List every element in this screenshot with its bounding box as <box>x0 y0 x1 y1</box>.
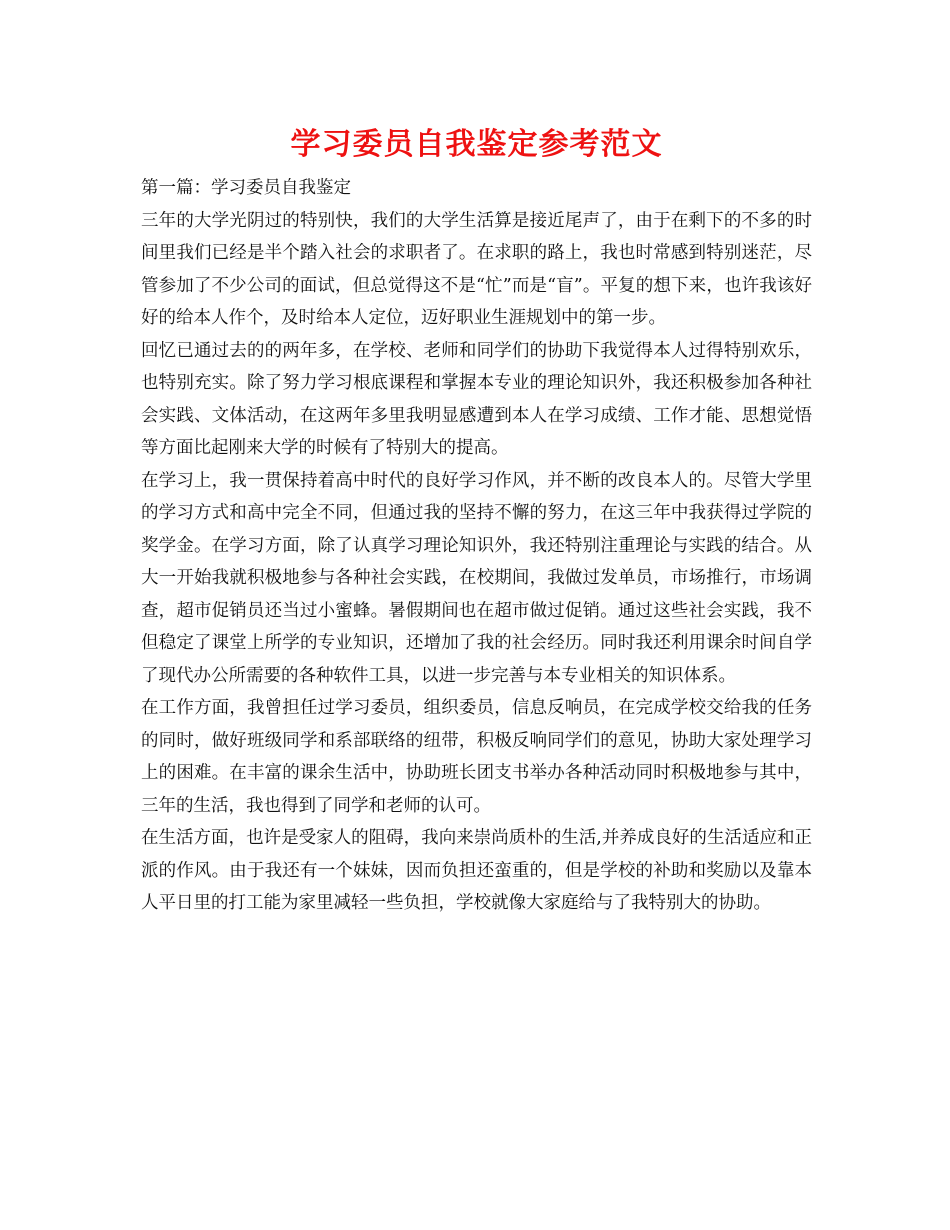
section-heading: 第一篇：学习委员自我鉴定 <box>141 178 351 198</box>
paragraph-review: 回忆已通过去的的两年多，在学校、老师和同学们的协助下我觉得本人过得特别欢乐，也特别充实。除了努力学习根底课程和掌握本专业的理论知识外，我还积极参加各种社会实践、文体活动，在这两年多里我明显感遭到本人在学习成绩、工作才能、思想觉悟等方面比起刚来大学的时候有了特别大的提高。 <box>141 340 812 458</box>
document-title: 学习委员自我鉴定参考范文 <box>290 127 663 162</box>
paragraph-intro: 三年的大学光阴过的特别快，我们的大学生活算是接近尾声了，由于在剩下的不多的时间里我们已经是半个踏入社会的求职者了。在求职的路上，我也时常感到特别迷茫，尽管参加了不少公司的面试，但总觉得这不是“忙”而是“盲”。平复的想下来，也许我该好好的给本人作个，及时给本人定位，迈好职业生涯规划中的第一步。 <box>141 210 812 328</box>
paragraph-life: 在生活方面，也许是受家人的阻碍，我向来崇尚质朴的生活,并养成良好的生活适应和正派的作风。由于我还有一个妹妹，因而负担还蛮重的，但是学校的补助和奖励以及靠本人平日里的打工能为家里减轻一些负担，学校就像大家庭给与了我特别大的协助。 <box>141 828 812 913</box>
paragraph-study: 在学习上，我一贯保持着高中时代的良好学习作风，并不断的改良本人的。尽管大学里的学习方式和高中完全不同，但通过我的坚持不懈的努力，在这三年中我获得过学院的奖学金。在学习方面，除了认真学习理论知识外，我还特别注重理论与实践的结合。从大一开始我就积极地参与各种社会实践，在校期间，我做过发单员，市场推行，市场调查，超市促销员还当过小蜜蜂。暑假期间也在超市做过促销。通过这些社会实践，我不但稳定了课堂上所学的专业知识，还增加了我的社会经历。同时我还利用课余时间自学了现代办公所需要的各种软件工具，以进一步完善与本专业相关的知识体系。 <box>141 470 812 686</box>
paragraph-work: 在工作方面，我曾担任过学习委员，组织委员，信息反响员，在完成学校交给我的任务的同时，做好班级同学和系部联络的纽带，积极反响同学们的意见，协助大家处理学习上的困难。在丰富的课余生活中，协助班长团支书举办各种活动同时积极地参与其中，三年的生活，我也得到了同学和老师的认可。 <box>141 698 812 816</box>
